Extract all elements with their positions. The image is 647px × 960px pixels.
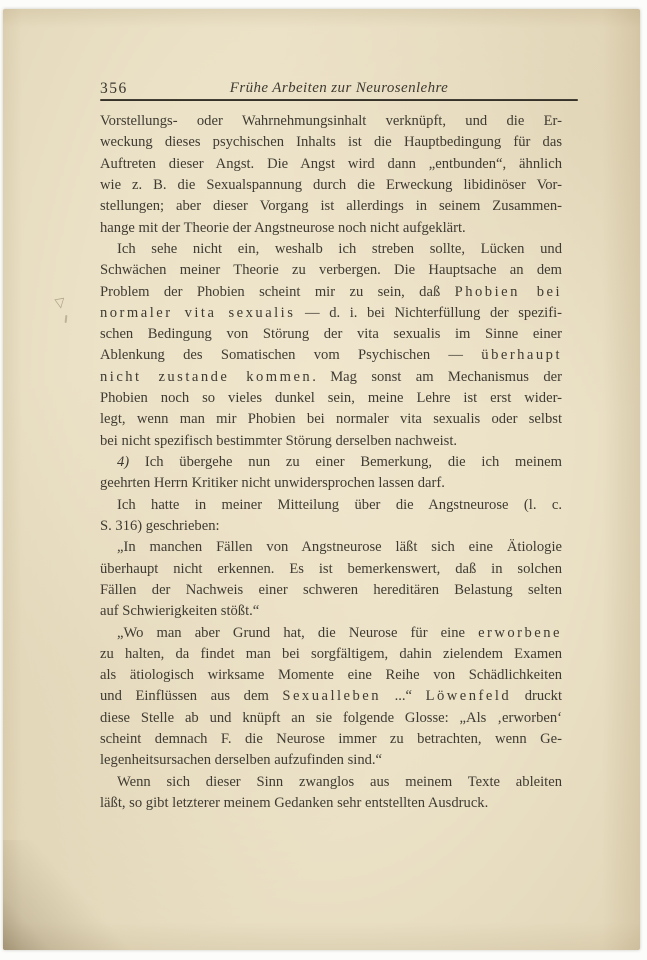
text-segment: erworbene (478, 624, 562, 641)
text-segment: als ätiologisch wirksame Momente eine Reihe von Schädlichkeiten (100, 667, 562, 684)
text-line (100, 793, 562, 814)
text-segment: bei nicht spezifisch bestimmter Störung derselben nachweist. (100, 432, 458, 449)
text-line (100, 154, 562, 175)
text-segment: — d. i. bei Nichterfüllung der spezifi- (295, 304, 562, 321)
text-segment: zu halten, da findet man bei sorgfältigem, dahin zielendem Examen (100, 645, 562, 662)
pencil-check-mark-icon: ▽ (53, 294, 67, 311)
text-segment: Fällen der Nachweis einer schweren hereditären Belastung selten (100, 581, 562, 598)
text-line (100, 282, 562, 303)
text-segment: Phobien bei (454, 283, 562, 300)
text-line (100, 708, 562, 729)
text-line (100, 303, 562, 324)
text-line (100, 431, 562, 452)
text-segment: Ich sehe nicht ein, weshalb ich streben sollte, Lücken und (117, 240, 562, 257)
text-line (100, 537, 562, 558)
text-segment: . Mag sonst am Mechanismus der (312, 368, 562, 385)
text-segment: diese Stelle ab und knüpft an sie folgende Glosse: „Als ‚erworben‘ (100, 709, 562, 726)
text-line (100, 239, 562, 260)
text-line (100, 132, 562, 153)
pencil-tick-mark-icon (65, 315, 68, 323)
text-segment: legenheitsursachen derselben aufzufinden sind.“ (100, 752, 383, 769)
text-line (100, 324, 562, 345)
text-segment: Auftreten dieser Angst. Die Angst wird dann „entbunden“, ähnlich (100, 155, 562, 172)
text-segment: Phobien noch so vieles dunkel sein, meine Lehre ist erst wider- (100, 390, 562, 407)
text-segment: Vorstellungs- oder Wahrnehmungsinhalt verknüpft, und die Er- (100, 113, 562, 129)
text-line (100, 495, 562, 516)
text-segment: Ich übergehe nun zu einer Bemerkung, die ich meinem (129, 454, 562, 470)
text-line (100, 111, 562, 132)
text-segment: 4) (117, 454, 130, 470)
text-segment: normaler vita sexualis (100, 304, 296, 321)
text-line (100, 601, 562, 622)
page-curl-shadow (3, 840, 153, 950)
text-line (100, 196, 562, 217)
text-segment: S. 316) geschrieben: (100, 517, 220, 534)
text-line (100, 452, 562, 473)
text-segment: Ich hatte in meiner Mitteilung über die Angstneurose (l. c. (117, 496, 562, 513)
text-segment: stellungen; aber dieser Vorgang ist allerdings in seinem Zusammen- (100, 198, 562, 215)
text-segment: auf Schwierigkeiten stößt.“ (100, 603, 260, 620)
text-line (100, 580, 562, 601)
text-line (100, 644, 562, 665)
text-segment: Löwenfeld (425, 688, 512, 705)
text-line (100, 218, 562, 239)
text-line (100, 260, 562, 281)
text-line (100, 559, 562, 580)
text-line (100, 175, 562, 196)
text-segment: „Wo man aber Grund hat, die Neurose für eine (117, 624, 479, 641)
text-line (100, 516, 562, 537)
text-segment: überhaupt (481, 347, 562, 364)
text-line (100, 367, 562, 388)
text-line (100, 686, 562, 707)
text-segment: hange mit der Theorie der Angstneurose noch nicht aufgeklärt. (100, 219, 466, 236)
text-line (100, 388, 562, 409)
text-segment: druckt (511, 688, 562, 705)
page-number: 356 (100, 80, 128, 97)
text-segment: nicht zustande kommen (100, 368, 313, 385)
text-segment: weckung dieses psychischen Inhalts ist die Hauptbedingung für das (100, 134, 562, 151)
text-line (100, 473, 562, 494)
text-segment: scheint demnach F. die Neurose immer zu betrachten, wenn Ge- (100, 731, 562, 748)
text-segment: läßt, so gibt letzterer meinem Gedanken sehr entstellten Ausdruck. (100, 795, 489, 811)
text-line (100, 623, 562, 644)
text-segment: Problem der Phobien scheint mir zu sein, daß (100, 283, 455, 300)
text-segment: legt, wenn man mir Phobien bei normaler vita sexualis oder selbst (100, 411, 562, 428)
text-segment: schen Bedingung von Störung der vita sexualis im Sinne einer (100, 326, 562, 343)
text-segment: ...“ (381, 688, 426, 705)
text-segment: Wenn sich dieser Sinn zwanglos aus meinem Texte ableiten (117, 773, 562, 790)
text-segment: Sexualleben (282, 688, 381, 705)
text-segment: und Einflüssen aus dem (100, 688, 283, 705)
text-line (100, 750, 562, 771)
page-header (100, 80, 578, 100)
text-block (100, 111, 562, 814)
text-segment: „In manchen Fällen von Angstneurose läßt sich eine Ätiologie (117, 539, 562, 556)
text-segment: geehrten Herrn Kritiker nicht unwidersprochen lassen darf. (100, 475, 445, 492)
running-header: Frühe Arbeiten zur Neurosenlehre (229, 80, 449, 96)
text-segment: wie z. B. die Sexualspannung durch die Erweckung libidinöser Vor- (100, 176, 562, 193)
text-segment: Schwächen meiner Theorie zu verbergen. Die Hauptsache an dem (100, 262, 562, 279)
text-line (100, 729, 562, 750)
text-segment: Ablenkung des Somatischen vom Psychischen — (100, 347, 482, 364)
header-rule (100, 99, 578, 101)
text-segment: überhaupt nicht erkennen. Es ist bemerkenswert, daß in solchen (100, 560, 562, 577)
text-line (100, 409, 562, 430)
text-line (100, 345, 562, 366)
text-line (100, 772, 562, 793)
text-line (100, 665, 562, 686)
book-page (3, 9, 640, 950)
